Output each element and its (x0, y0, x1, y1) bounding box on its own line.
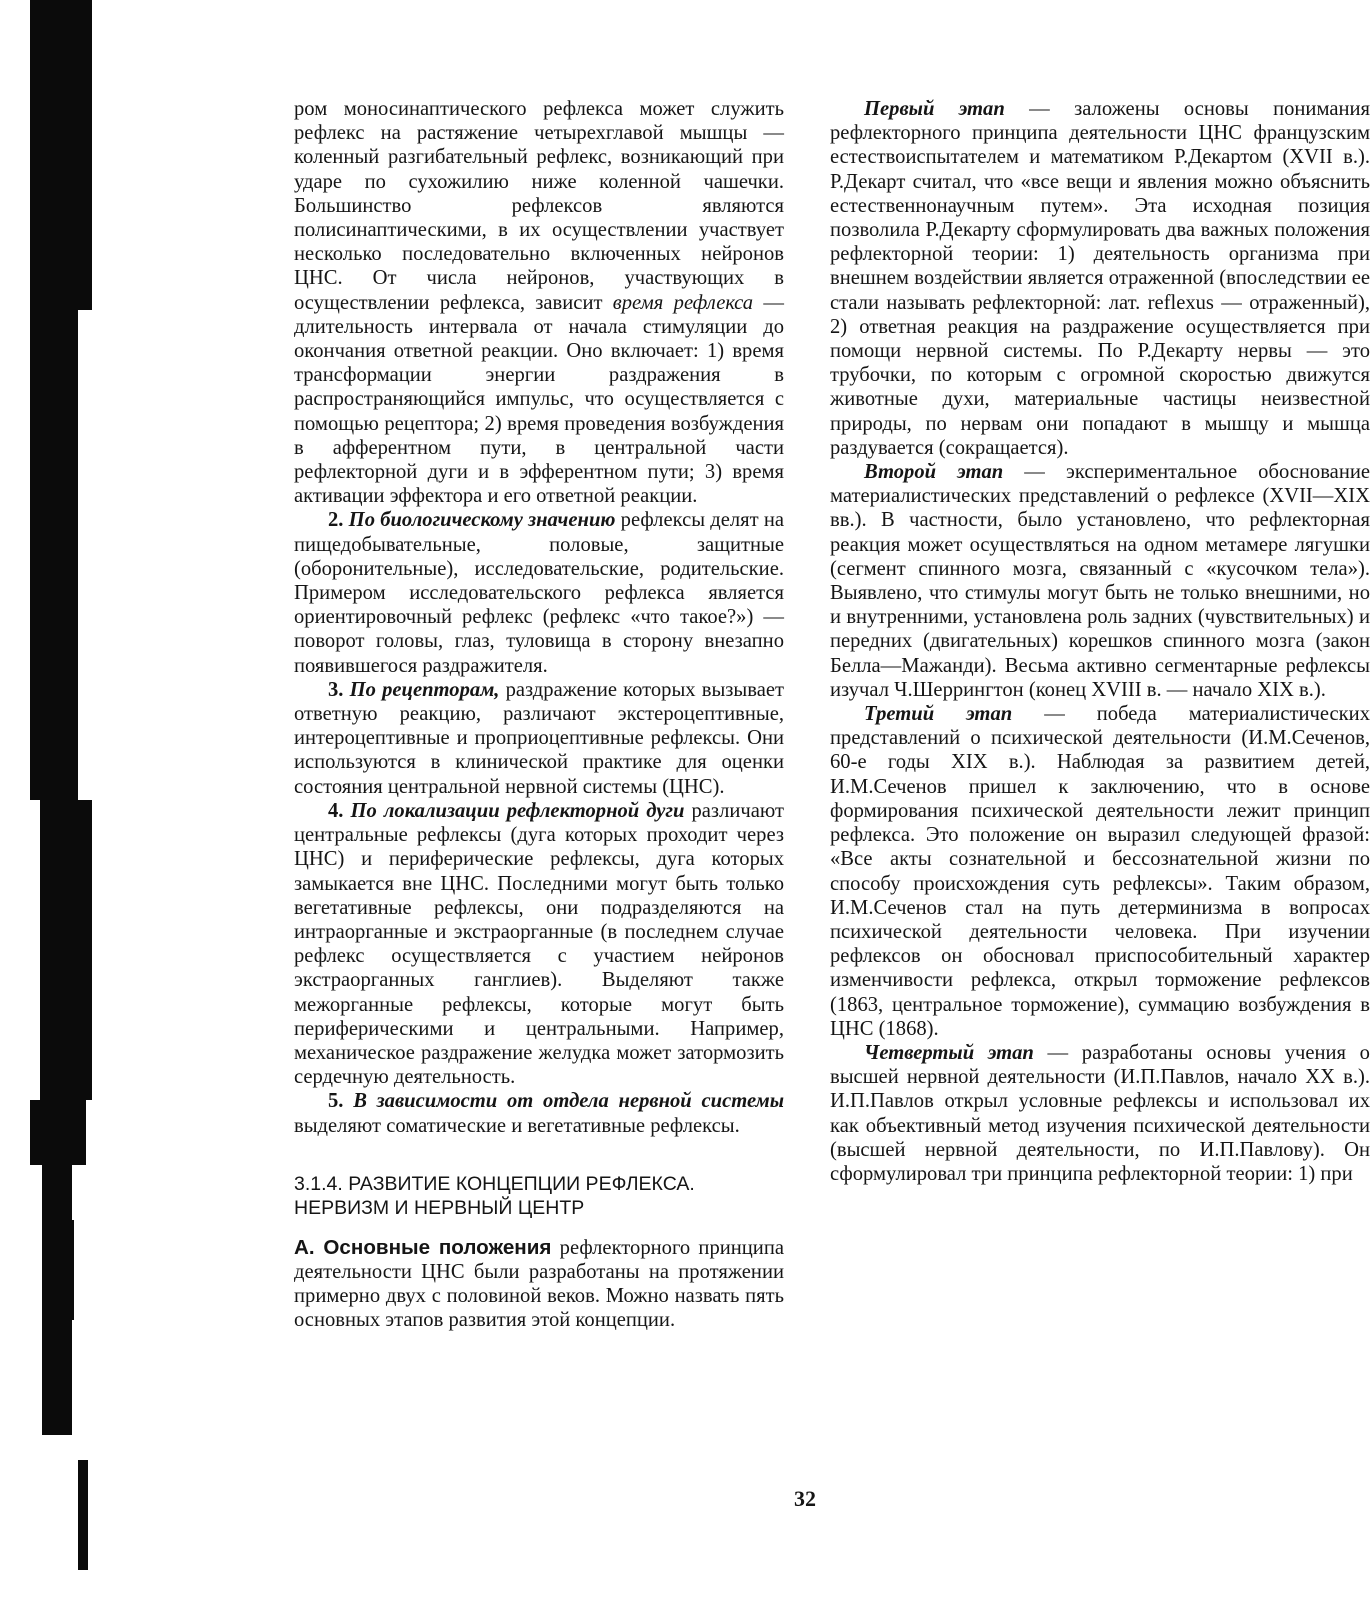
paragraph-stage-2: Второй этап — экспериментальное обоснование материалистических представлений о рефлексе (XVII—XIX вв.). В частности, было установлено, что рефлекторная реакция может осуществляться на одном метамере лягушки (сегмент спинного мозга, связанный с «кусочком тела»). Выявлено, что стимулы могут быть не только внешними, но и внутренними, установлена роль задних (чувствительных) и передних (двигательных) корешков спинного мозга (закон Белла—Мажанди). Весьма активно сегментарные рефлексы изучал Ч.Шеррингтон (конец XVIII в. — начало XIX в.). (830, 461, 1370, 701)
list-item-nervous-system: 5. В зависимости от отдела нервной системы выделяют соматические и вегетативные рефлексы. (294, 1090, 784, 1137)
term-reflex-time: время рефлекса (612, 291, 754, 314)
left-column (294, 97, 784, 1333)
stage-title: Третий этап (864, 703, 1013, 726)
item-title: По рецепторам, (349, 678, 500, 701)
page-number: 32 (794, 1486, 816, 1511)
item-title: По локализации рефлекторной дуги (350, 799, 685, 822)
paragraph-stage-4: Четвертый этап — разработаны основы учения о высшей нервной деятельности (И.П.Павлов, начало XX в.). И.П.Павлов открыл условные рефлексы и использовал их как объективный метод изучения психической деятельности (высшей нервной деятельности, по И.П.Павлову). Он сформулировал три принципа рефлекторной теории: 1) при (830, 1041, 1370, 1185)
stage-title: Второй этап (864, 461, 1004, 484)
item-title: По биологическому значению (348, 509, 616, 532)
paragraph-stage-3: Третий этап — победа материалистических представлений о психической деятельности (И.М.Сеченов, 60-е годы XIX в.). Наблюдая за развитием детей, И.М.Сеченов пришел к заключению, что в основе формирования психической деятельности лежит принцип рефлекса. Это положение он выразил следующей фразой: «Все акты сознательной и бессознательной жизни по способу происхождения суть рефлексы». Таким образом, И.М.Сеченов стал на путь детерминизма в вопросах психической деятельности человека. При изучении рефлексов он обосновал приспособительный характер изменчивости рефлекса, открыл торможение рефлексов (1863, центральное торможение), суммацию возбуждения в ЦНС (1868). (830, 703, 1370, 1040)
section-heading: 3.1.4. РАЗВИТИЕ КОНЦЕПЦИИ РЕФЛЕКСА. НЕРВИЗМ И НЕРВНЫЙ ЦЕНТР (294, 1172, 695, 1219)
stage-title: Первый этап (864, 98, 1005, 120)
stage-title: Четвертый этап (864, 1041, 1034, 1064)
paragraph-reflex-time: ром моносинаптического рефлекса может служить рефлекс на растяжение четырехглавой мышцы — коленный разгибательный рефлекс, возникающий при ударе по сухожилию ниже коленной чашечки. Большинство рефлексов являются полисинаптическими, в их осуществлении участвует несколько последовательно включенных нейронов ЦНС. От числа нейронов, участвующих в осуществлении рефлекса, зависит время рефлекса — длительность интервала от начала стимуляции до окончания ответной реакции. Оно включает: 1) время трансформации энергии раздражения в распространяющийся импульс, что осуществляется с помощью рецептора; 2) время проведения возбуждения в афферентном пути, в центральной части рефлекторной дуги и в эфферентном пути; 3) время активации эффектора и его ответной реакции. (294, 98, 784, 508)
list-item-receptors: 3. По рецепторам, раздражение которых вызывает ответную реакцию, различают экстероцептивные, интероцептивные и проприоцептивные рефлексы. Они используются в клинической практике для оценки состояния центральной нервной системы (ЦНС). (294, 678, 784, 798)
item-title: В зависимости от отдела нервной системы (353, 1090, 784, 1113)
right-column-clip (828, 90, 1370, 1450)
paragraph-section-a: А. Основные положения рефлекторного принципа деятельности ЦНС были разработаны на протяжении примерно двух с половиной веков. Можно назвать пять основных этапов развития этой концепции. (294, 1235, 784, 1332)
section-a-title: А. Основные положения (294, 1235, 552, 1259)
list-item-biological: 2. По биологическому значению рефлексы делят на пищедобывательные, половые, защитные (оборонительные), исследовательские, родительские. Примером исследовательского рефлекса является ориентировочный рефлекс (рефлекс «что такое?») — поворот головы, глаз, туловища в сторону внезапно появившегося раздражителя. (294, 509, 784, 677)
list-item-localization: 4. По локализации рефлекторной дуги различают центральные рефлексы (дуга которых проходит через ЦНС) и периферические рефлексы, дуга которых замыкается вне ЦНС. Последними могут быть только вегетативные рефлексы, они подразделяются на интраорганные и экстраорганные (в последнем случае рефлекс осуществляется с участием нейронов экстраорганных ганглиев). Выделяют также межорганные рефлексы, которые могут быть периферическими и центральными. Например, механическое раздражение желудка может затормозить сердечную деятельность. (294, 799, 784, 1089)
right-column (830, 97, 1370, 1186)
paragraph-stage-1: Первый этап — заложены основы понимания рефлекторного принципа деятельности ЦНС французским естествоиспытателем и математиком Р.Декартом (XVII в.). Р.Декарт считал, что «все вещи и явления можно объяснить естественнонаучным путем». Эта исходная позиция позволила Р.Декарту сформулировать два важных положения рефлекторной теории: 1) деятельность организма при внешнем воздействии является отраженной (впоследствии ее стали называть рефлекторной: лат. reflexus — отраженный), 2) ответная реакция на раздражение осуществляется при помощи нервной системы. По Р.Декарту нервы — это трубочки, по которым с огромной скоростью движутся животные духи, материальные частицы неизвестной природы, по нервам они попадают в мышцу и мышца раздувается (сокращается). (830, 98, 1370, 459)
scan-binding-edge (0, 0, 100, 1600)
